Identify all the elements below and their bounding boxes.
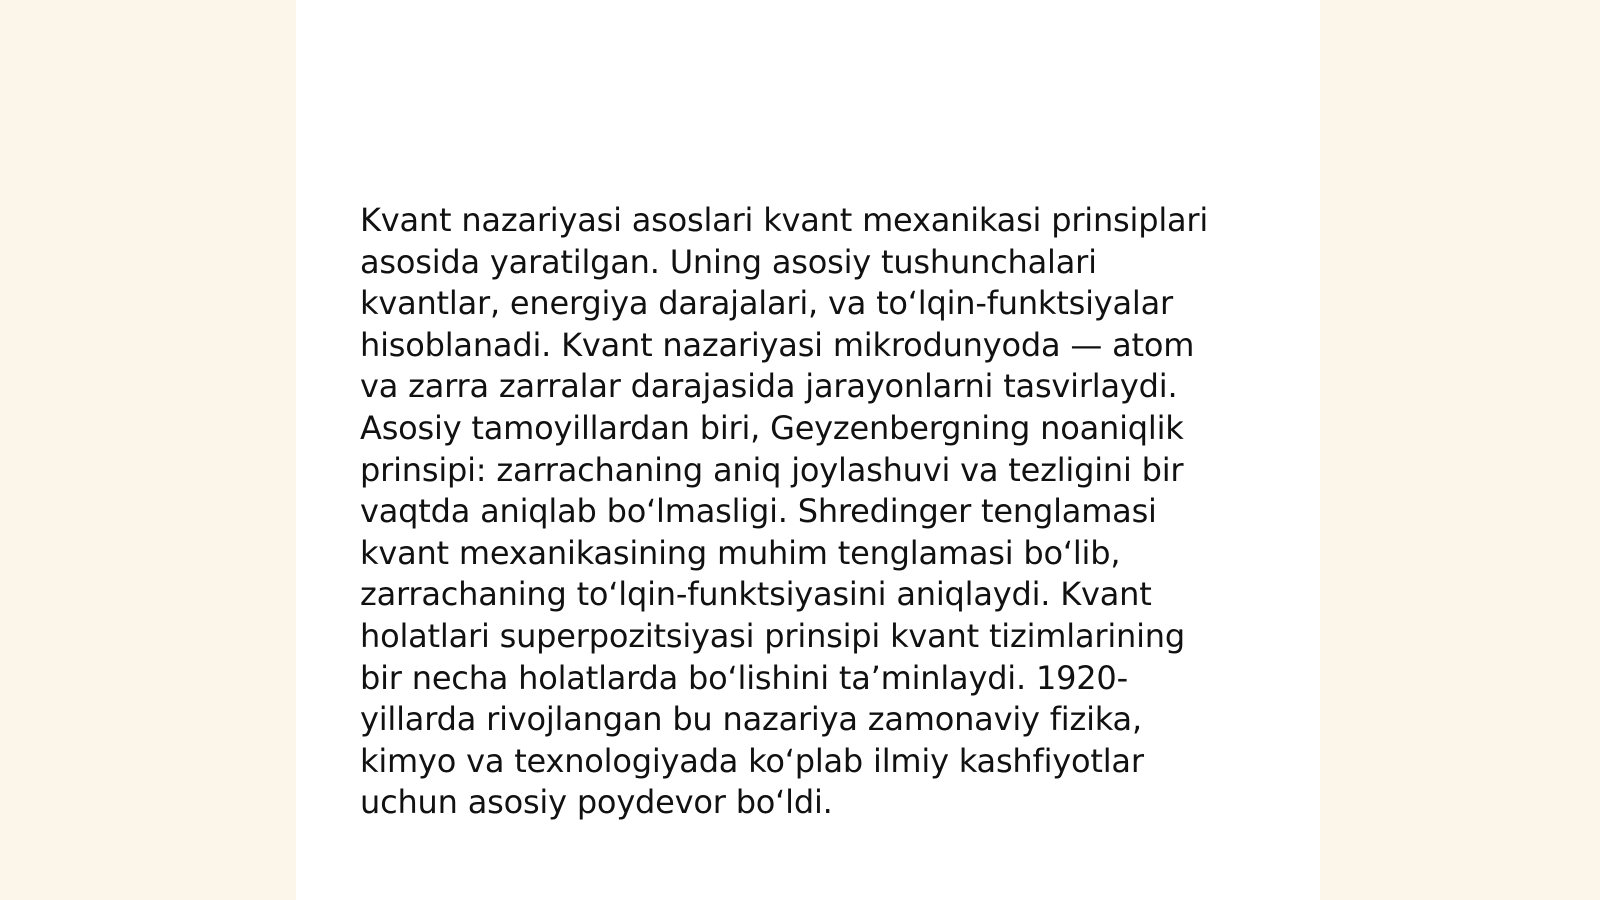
body-paragraph: Kvant nazariyasi asoslari kvant mexanikasi prinsiplari asosida yaratilgan. Uning asosiy tushunchalari kvantlar, energiya darajalari, va to‘lqin-funktsiyalar hisoblanadi. Kvant nazariyasi mikrodunyoda — atom va zarra zarralar darajasida jarayonlarni tasvirlaydi. Asosiy tamoyillardan biri, Geyzenbergning noaniqlik prinsipi: zarrachaning aniq joylashuvi va tezligini bir vaqtda aniqlab bo‘lmasligi. Shredinger tenglamasi kvant mexanikasining muhim tenglamasi bo‘lib, zarrachaning to‘lqin-funktsiyasini aniqlaydi. Kvant holatlari superpozitsiyasi prinsipi kvant tizimlarining bir necha holatlarda bo‘lishini ta’minlaydi. 1920- yillarda rivojlangan bu nazariya zamonaviy fizika, kimyo va texnologiyada ko‘plab ilmiy kashfiyotlar uchun asosiy poydevor bo‘ldi.: [360, 201, 1209, 822]
document-page: [296, 0, 1320, 900]
